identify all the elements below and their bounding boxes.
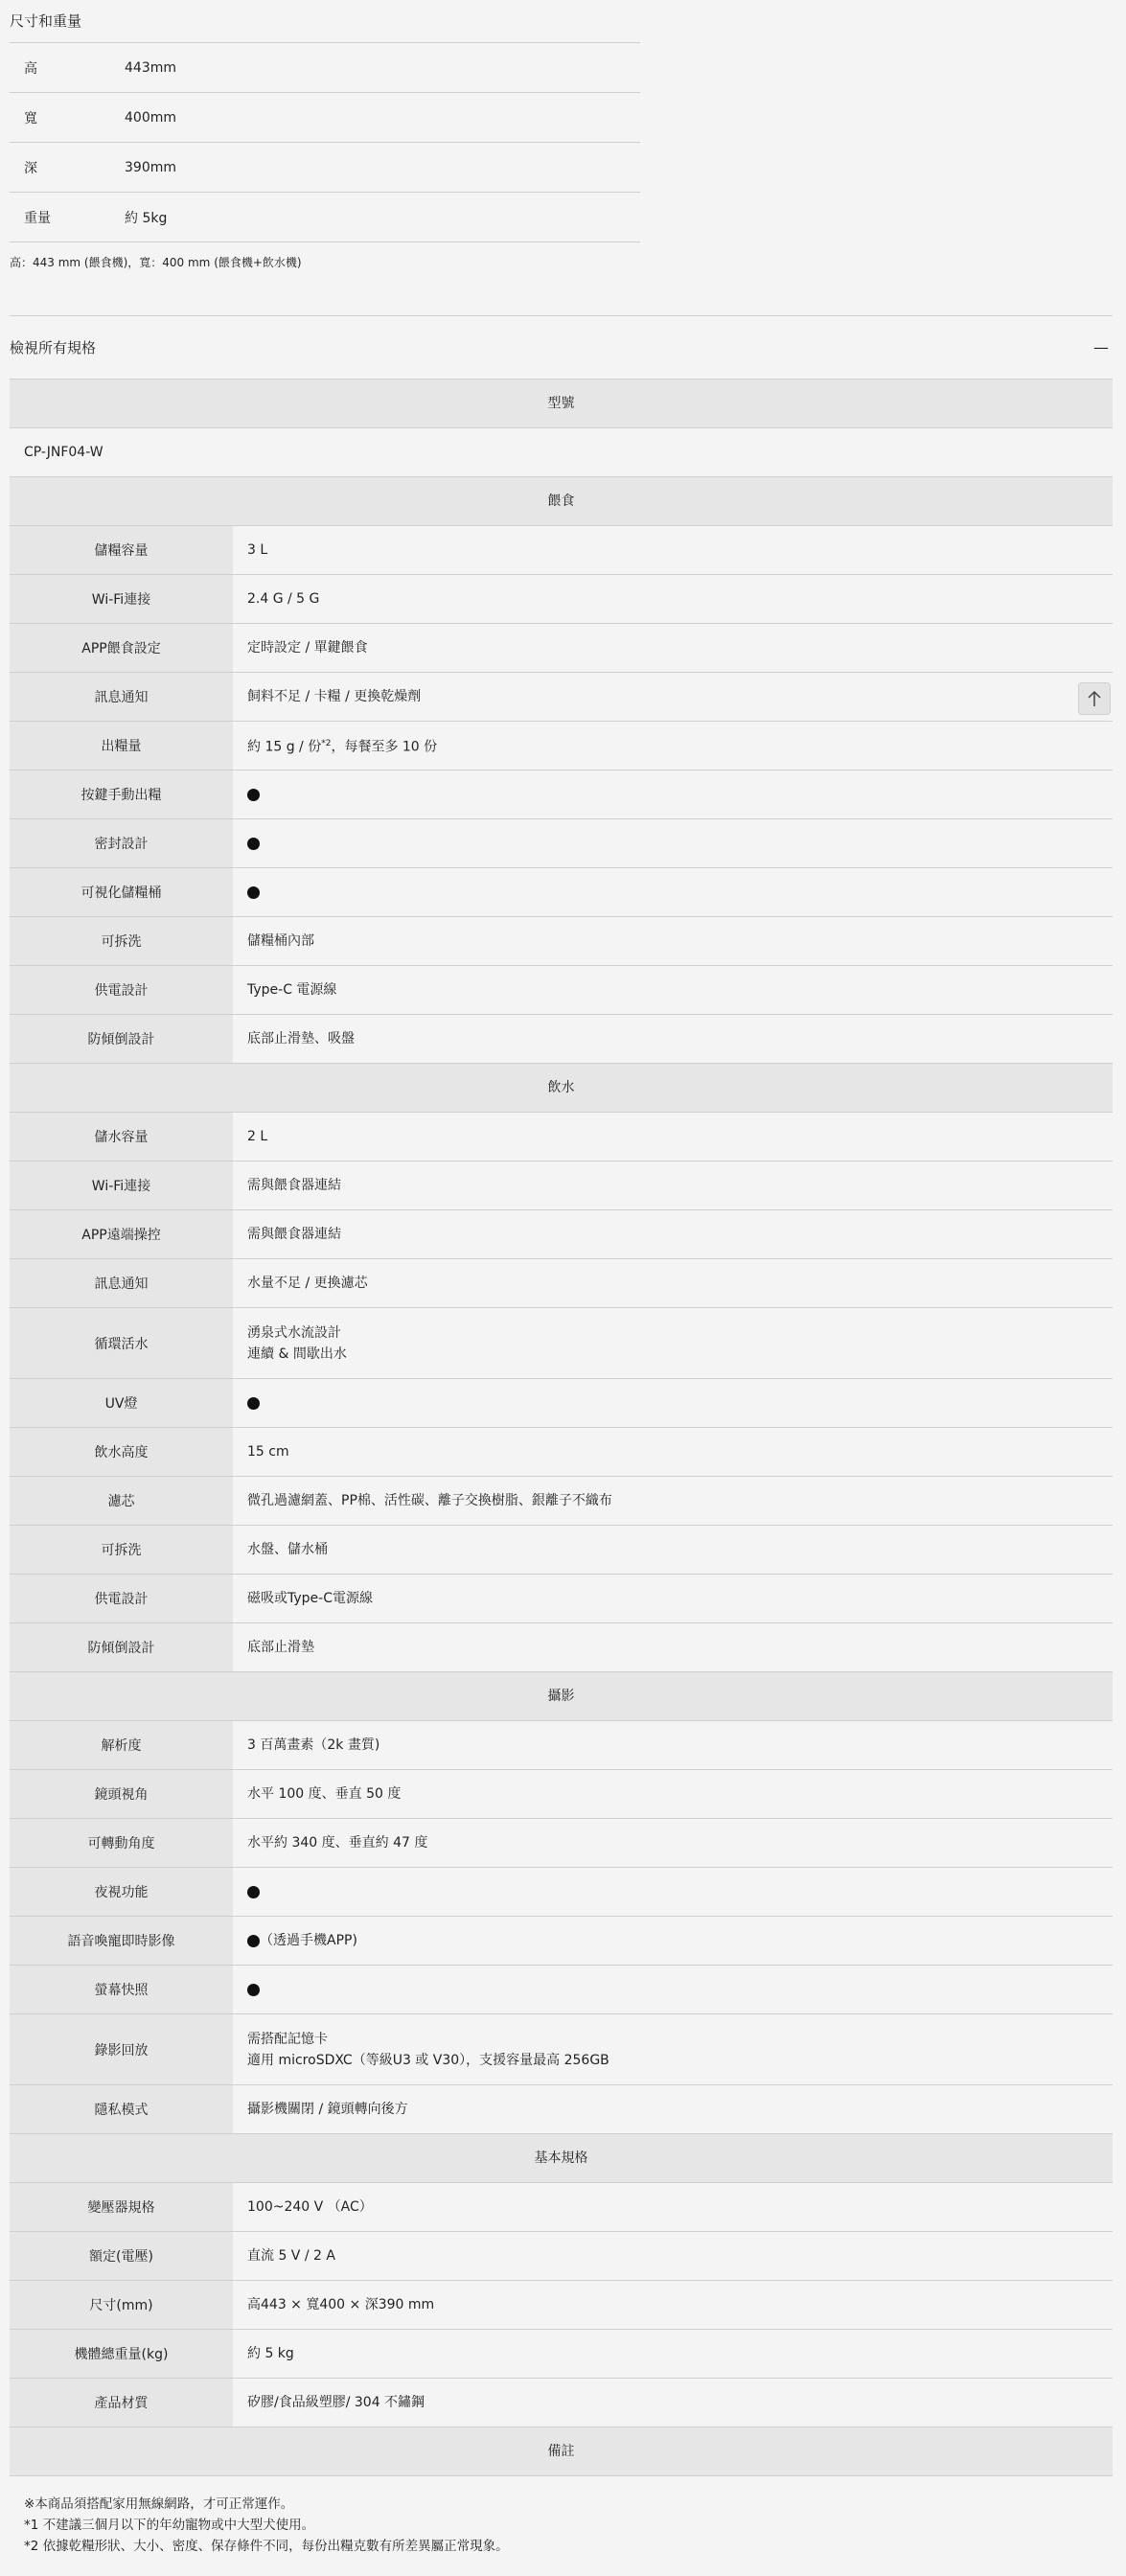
spec-value (247, 1930, 1113, 1951)
spec-row (10, 2379, 1113, 2427)
spec-label: 儲糧容量 (10, 526, 233, 574)
back-to-top-button[interactable] (1078, 682, 1111, 715)
spec-value: 直流 5 V / 2 A (247, 2248, 335, 2264)
spec-label: 鏡頭視角 (10, 1770, 233, 1818)
spec-row (10, 1259, 1113, 1308)
spec-value-line: 連續 & 間歇出水 (247, 1346, 347, 1362)
spec-row (10, 1966, 1113, 2014)
spec-row (10, 1721, 1113, 1770)
spec-value: 微孔過濾網蓋、PP棉、活性碳、離子交換樹脂、銀離子不織布 (247, 1493, 612, 1508)
spec-value-line: 需搭配記憶卡 (247, 2031, 328, 2047)
spec-value: 水盤、儲水桶 (247, 1542, 328, 1557)
spec-label: APP餵食設定 (10, 624, 233, 672)
dimensions-label: 寬 (24, 110, 37, 126)
spec-row (10, 1015, 1113, 1064)
spec-row (10, 966, 1113, 1015)
dimensions-title: 尺寸和重量 (10, 0, 640, 43)
spec-value: 底部止滑墊、吸盤 (247, 1031, 355, 1046)
spec-label: 可視化儲糧桶 (10, 868, 233, 916)
dimensions-note: 高：443 mm (餵食機)，寬：400 mm (餵食機+飲水機) (10, 256, 302, 269)
spec-label: 防傾倒設計 (10, 1015, 233, 1063)
spec-label: 可拆洗 (10, 1526, 233, 1574)
spec-row (10, 624, 1113, 673)
spec-label: 機體總重量(kg) (10, 2330, 233, 2378)
feature-dot-icon (247, 789, 260, 801)
model-number: CP-JNF04-W (10, 428, 1113, 477)
spec-value (247, 733, 1113, 758)
spec-row (10, 2330, 1113, 2379)
remark-line: ※本商品須搭配家用無線網路，才可正常運作。 (24, 2496, 294, 2512)
spec-label: 語音喚寵即時影像 (10, 1917, 233, 1965)
spec-value: 約 5 kg (247, 2346, 294, 2361)
spec-label: 錄影回放 (10, 2014, 233, 2084)
spec-value: 3 百萬畫素（2k 畫質) (247, 1737, 380, 1753)
spec-row (10, 1623, 1113, 1672)
spec-label: 隱私模式 (10, 2085, 233, 2133)
spec-label: 訊息通知 (10, 1259, 233, 1307)
spec-row (10, 2183, 1113, 2232)
dimensions-value: 約 5kg (125, 210, 168, 226)
view-all-specs-label: 檢視所有規格 (10, 339, 97, 356)
spec-value: 磁吸或Type-C電源線 (247, 1591, 373, 1606)
spec-row (10, 1308, 1113, 1379)
spec-row (10, 770, 1113, 819)
spec-row (10, 917, 1113, 966)
arrow-up-icon (1087, 690, 1102, 707)
spec-label: 變壓器規格 (10, 2183, 233, 2231)
section-header-water: 飲水 (10, 1064, 1113, 1113)
spec-row (10, 819, 1113, 868)
dimensions-row (10, 93, 640, 143)
spec-label: 密封設計 (10, 819, 233, 867)
spec-value: 矽膠/食品級塑膠/ 304 不鏽鋼 (247, 2395, 425, 2410)
feature-dot-icon (247, 838, 260, 850)
feature-dot-icon (247, 1984, 260, 1996)
feature-dot-icon (247, 1935, 260, 1947)
spec-value: 底部止滑墊 (247, 1640, 314, 1655)
spec-row (10, 1526, 1113, 1575)
spec-value-line: 適用 microSDXC（等級U3 或 V30），支援容量最高 256GB (247, 2052, 609, 2068)
spec-value: 3 L (247, 542, 268, 558)
spec-label: 可拆洗 (10, 917, 233, 965)
spec-row (10, 1770, 1113, 1819)
dimensions-value: 390mm (125, 159, 176, 175)
spec-row (10, 2232, 1113, 2281)
spec-value: 2.4 G / 5 G (247, 591, 320, 607)
spec-value: 15 cm (247, 1444, 289, 1460)
spec-row (10, 673, 1113, 722)
spec-value-part: 約 15 g / 份 (247, 739, 322, 755)
feature-dot-icon (247, 1886, 260, 1898)
spec-value: 水量不足 / 更換濾芯 (247, 1276, 368, 1291)
spec-label: UV燈 (10, 1379, 233, 1427)
spec-row (10, 1210, 1113, 1259)
dimensions-label: 深 (24, 160, 37, 176)
spec-label: 供電設計 (10, 966, 233, 1014)
view-all-specs-toggle[interactable] (10, 334, 1113, 362)
section-header-model: 型號 (10, 380, 1113, 428)
remarks-notes (10, 2476, 1113, 2574)
spec-label: 供電設計 (10, 1575, 233, 1622)
spec-value: 儲糧桶內部 (247, 933, 314, 949)
spec-value: 需與餵食器連結 (247, 1178, 341, 1193)
spec-value: 水平 100 度、垂直 50 度 (247, 1786, 402, 1802)
spec-row (10, 2281, 1113, 2330)
section-divider (10, 315, 1113, 316)
spec-row (10, 1575, 1113, 1623)
footnote-ref: *2 (321, 739, 332, 749)
spec-label: 螢幕快照 (10, 1966, 233, 2013)
spec-label: APP遠端操控 (10, 1210, 233, 1258)
spec-value-part: ，每餐至多 10 份 (331, 739, 438, 755)
spec-label: 解析度 (10, 1721, 233, 1769)
dimensions-row (10, 143, 640, 193)
spec-row (10, 1113, 1113, 1162)
dimensions-value: 443mm (125, 59, 176, 76)
spec-label: 濾芯 (10, 1477, 233, 1525)
spec-value: 攝影機關閉 / 鏡頭轉向後方 (247, 2102, 408, 2117)
spec-value: 2 L (247, 1129, 268, 1144)
spec-row (10, 2085, 1113, 2134)
section-header-remarks: 備註 (10, 2427, 1113, 2476)
collapse-icon: — (1093, 338, 1109, 356)
spec-value: 水平約 340 度、垂直約 47 度 (247, 1835, 428, 1851)
spec-label: 可轉動角度 (10, 1819, 233, 1867)
spec-value: 高443 × 寬400 × 深390 mm (247, 2297, 435, 2312)
spec-label: Wi-Fi連接 (10, 1162, 233, 1209)
section-header-basic: 基本規格 (10, 2134, 1113, 2183)
spec-row (10, 526, 1113, 575)
spec-row (10, 1868, 1113, 1917)
feature-dot-icon (247, 886, 260, 899)
spec-table (10, 379, 1113, 2574)
spec-row (10, 575, 1113, 624)
spec-label: 防傾倒設計 (10, 1623, 233, 1671)
dimensions-value: 400mm (125, 109, 176, 126)
spec-label: 循環活水 (10, 1308, 233, 1378)
spec-row (10, 868, 1113, 917)
spec-label: 尺寸(mm) (10, 2281, 233, 2329)
spec-label: 按鍵手動出糧 (10, 770, 233, 818)
remark-line: *2 依據乾糧形狀、大小、密度、保存條件不同，每份出糧克數有所差異屬正常現象。 (24, 2539, 509, 2554)
spec-value: 100~240 V （AC） (247, 2199, 373, 2215)
spec-label: Wi-Fi連接 (10, 575, 233, 623)
spec-value-part: （透過手機APP) (260, 1933, 357, 1948)
dimensions-row (10, 43, 640, 93)
spec-row (10, 1428, 1113, 1477)
spec-row (10, 1379, 1113, 1428)
spec-label: 產品材質 (10, 2379, 233, 2426)
spec-label: 儲水容量 (10, 1113, 233, 1161)
dimensions-label: 高 (24, 60, 37, 77)
spec-row (10, 2014, 1113, 2085)
spec-value-line: 湧泉式水流設計 (247, 1324, 341, 1341)
spec-label: 訊息通知 (10, 673, 233, 721)
dimensions-section (10, 0, 640, 270)
spec-row (10, 1819, 1113, 1868)
spec-value: 需與餵食器連結 (247, 1227, 341, 1242)
spec-row (10, 722, 1113, 770)
spec-label: 出糧量 (10, 722, 233, 770)
spec-label: 夜視功能 (10, 1868, 233, 1916)
section-header-camera: 攝影 (10, 1672, 1113, 1721)
dimensions-label: 重量 (24, 210, 51, 226)
feature-dot-icon (247, 1397, 260, 1410)
spec-row (10, 1917, 1113, 1966)
spec-row (10, 1477, 1113, 1526)
remark-line: *1 不建議三個月以下的年幼寵物或中大型犬使用。 (24, 2518, 315, 2533)
dimensions-row (10, 193, 640, 242)
spec-label: 額定(電壓) (10, 2232, 233, 2280)
spec-value: 定時設定 / 單鍵餵食 (247, 640, 368, 656)
spec-value: Type-C 電源線 (247, 982, 337, 998)
spec-label: 飲水高度 (10, 1428, 233, 1476)
spec-row (10, 1162, 1113, 1210)
section-header-feeding: 餵食 (10, 477, 1113, 526)
spec-value: 飼料不足 / 卡糧 / 更換乾燥劑 (247, 689, 422, 704)
